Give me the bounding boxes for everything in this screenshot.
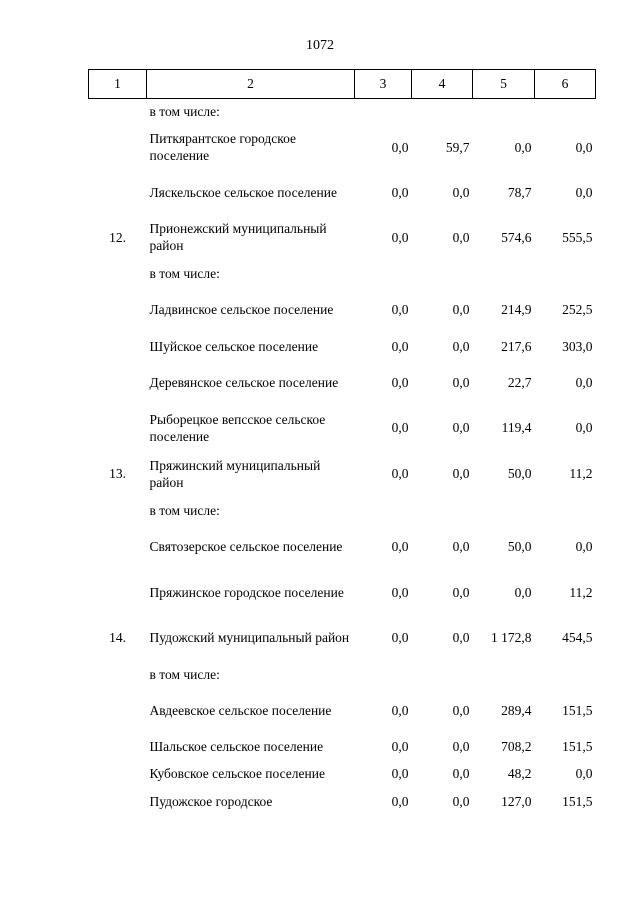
value-col-4: 0,0 (452, 302, 470, 317)
value-col-5: 127,0 (501, 793, 532, 809)
row-name: в том числе: (149, 502, 220, 518)
value-col-6: 11,2 (569, 584, 593, 600)
value-col-6 (535, 99, 596, 125)
table-row (89, 333, 596, 361)
row-number (89, 125, 147, 170)
value-col-6: 151,5 (562, 793, 593, 809)
value-col-3: 0,0 (391, 420, 409, 435)
value-col-4: 0,0 (452, 766, 470, 781)
column-header-6: 6 (535, 70, 596, 99)
value-col-3: 0,0 (391, 630, 409, 645)
value-col-4: 0,0 (452, 539, 470, 554)
table-row (89, 615, 596, 661)
row-name: Питкярантское городское поселение (149, 131, 297, 163)
value-col-6: 151,5 (562, 702, 593, 718)
value-col-3: 0,0 (391, 793, 409, 809)
row-name: Ладвинское сельское поселение (149, 302, 334, 317)
value-col-4 (412, 661, 473, 688)
value-col-4: 0,0 (452, 184, 470, 200)
table-header (89, 70, 596, 99)
row-number (89, 99, 147, 125)
value-col-3 (355, 260, 412, 287)
row-name: Кубовское сельское поселение (149, 766, 325, 781)
value-col-3: 0,0 (391, 302, 409, 317)
value-col-3: 0,0 (391, 229, 409, 245)
table-row (89, 661, 596, 688)
row-number (89, 788, 147, 815)
value-col-5: 22,7 (507, 375, 532, 390)
value-col-6: 151,5 (562, 738, 593, 754)
value-col-4: 0,0 (452, 793, 470, 809)
value-col-6: 252,5 (562, 302, 593, 317)
value-col-3: 0,0 (391, 766, 409, 781)
value-col-4: 0,0 (452, 229, 470, 245)
row-number: 13. (109, 466, 126, 481)
value-col-6: 0,0 (575, 539, 593, 554)
table-row (89, 733, 596, 760)
row-name: Пудожский муниципальный район (149, 630, 350, 645)
value-col-4: 59,7 (445, 139, 470, 155)
row-name: Пряжинское городское поселение (149, 584, 344, 600)
value-col-5: 289,4 (501, 702, 532, 718)
value-col-6 (535, 260, 596, 287)
table-row (89, 451, 596, 497)
row-name: Шальское сельское поселение (149, 738, 324, 754)
row-number (89, 760, 147, 788)
value-col-3: 0,0 (391, 139, 409, 155)
row-number (89, 661, 147, 688)
table-row (89, 260, 596, 287)
table-row (89, 361, 596, 405)
row-number: 12. (109, 229, 126, 245)
table-row (89, 215, 596, 260)
row-name: Авдеевское сельское поселение (149, 702, 332, 718)
column-header-1: 1 (89, 70, 147, 99)
row-number (89, 361, 147, 405)
table-row (89, 170, 596, 215)
table-row (89, 688, 596, 733)
value-col-5: 119,4 (501, 420, 532, 435)
value-col-4: 0,0 (452, 630, 470, 645)
row-number (89, 524, 147, 570)
value-col-3: 0,0 (391, 539, 409, 554)
value-col-5: 50,0 (507, 539, 532, 554)
value-col-6: 555,5 (562, 229, 593, 245)
value-col-5: 217,6 (501, 339, 532, 354)
value-col-4: 0,0 (452, 339, 470, 354)
table-row (89, 99, 596, 125)
value-col-5: 48,2 (507, 766, 532, 781)
column-header-5: 5 (473, 70, 535, 99)
value-col-5: 0,0 (514, 584, 532, 600)
row-name: Шуйское сельское поселение (149, 339, 319, 354)
table-row (89, 497, 596, 524)
value-col-3: 0,0 (391, 738, 409, 754)
value-col-4 (412, 497, 473, 524)
value-col-5: 50,0 (507, 466, 532, 481)
column-header-2: 2 (147, 70, 355, 99)
value-col-6: 0,0 (575, 766, 593, 781)
value-col-3: 0,0 (391, 339, 409, 354)
value-col-4: 0,0 (452, 702, 470, 718)
value-col-4: 0,0 (452, 375, 470, 390)
page-number: 1072 (306, 38, 334, 53)
value-col-6: 0,0 (575, 375, 593, 390)
value-col-5: 214,9 (501, 302, 532, 317)
table-row (89, 405, 596, 451)
value-col-5: 574,6 (501, 229, 532, 245)
row-number (89, 497, 147, 524)
value-col-6: 454,5 (562, 630, 593, 645)
row-number (89, 688, 147, 733)
table-row (89, 570, 596, 615)
table-row (89, 760, 596, 788)
row-number (89, 170, 147, 215)
value-col-3: 0,0 (391, 702, 409, 718)
row-name: Пряжинский муниципальный район (149, 457, 321, 490)
row-name: в том числе: (149, 104, 220, 120)
value-col-3: 0,0 (391, 375, 409, 390)
row-number (89, 733, 147, 760)
row-number (89, 405, 147, 451)
row-number (89, 287, 147, 333)
value-col-6: 0,0 (575, 139, 593, 155)
row-name: в том числе: (149, 265, 220, 281)
table-body (89, 99, 596, 815)
value-col-4 (412, 99, 473, 125)
value-col-5: 708,2 (501, 738, 532, 754)
value-col-5 (473, 99, 535, 125)
row-name: Деревянское сельское поселение (149, 375, 339, 390)
header-row (89, 70, 596, 99)
value-col-6 (535, 661, 596, 688)
value-col-3 (355, 661, 412, 688)
row-number: 14. (109, 630, 126, 645)
value-col-5 (473, 260, 535, 287)
row-name: Пудожское городское (149, 793, 273, 809)
value-col-5 (473, 661, 535, 688)
row-name: Рыборецкое вепсское сельское поселение (149, 411, 326, 444)
value-col-3: 0,0 (391, 584, 409, 600)
value-col-3: 0,0 (391, 466, 409, 481)
value-col-5: 78,7 (507, 184, 532, 200)
value-col-4: 0,0 (452, 466, 470, 481)
value-col-3 (355, 99, 412, 125)
value-col-4: 0,0 (452, 738, 470, 754)
value-col-3: 0,0 (391, 184, 409, 200)
value-col-5: 1 172,8 (491, 630, 532, 645)
value-col-4 (412, 260, 473, 287)
value-col-6: 0,0 (575, 184, 593, 200)
table-row (89, 788, 596, 815)
row-name: Святозерское сельское поселение (149, 539, 343, 554)
row-name: в том числе: (149, 666, 220, 682)
value-col-5: 0,0 (514, 139, 532, 155)
value-col-6: 11,2 (569, 466, 593, 481)
table-row (89, 287, 596, 333)
value-col-6: 303,0 (562, 339, 593, 354)
data-table (88, 69, 596, 815)
column-header-3: 3 (355, 70, 412, 99)
value-col-4: 0,0 (452, 420, 470, 435)
value-col-4: 0,0 (452, 584, 470, 600)
row-number (89, 333, 147, 361)
table-row (89, 524, 596, 570)
value-col-5 (473, 497, 535, 524)
value-col-6: 0,0 (575, 420, 593, 435)
value-col-3 (355, 497, 412, 524)
row-number (89, 260, 147, 287)
value-col-6 (535, 497, 596, 524)
row-number (89, 570, 147, 615)
row-name: Прионежский муниципальный район (149, 221, 327, 253)
column-header-4: 4 (412, 70, 473, 99)
row-name: Ляскельское сельское поселение (149, 184, 337, 200)
table-row (89, 125, 596, 170)
